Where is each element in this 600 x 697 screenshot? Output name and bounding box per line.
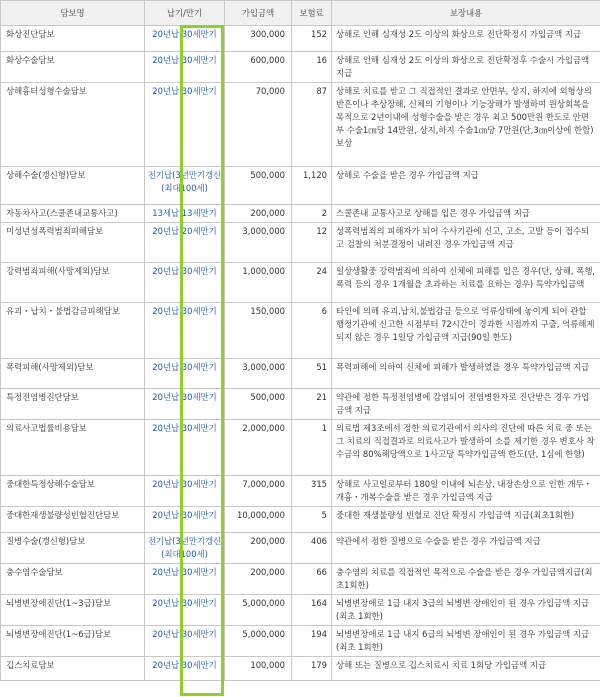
- cell-name: 중대한재생불량성빈혈진단담보: [1, 507, 145, 533]
- cell-name: 특정전염병진단담보: [1, 389, 145, 420]
- cell-name: 상해흉터성형수술담보: [1, 83, 145, 167]
- cell-desc: 일상생활중 강력범죄에 의하여 신체에 피해를 입은 경우(단, 상해, 폭행, 폭력 등의 경우 1개월을 초과하는 치료를 요하는 경우) 특약가입금액: [332, 263, 600, 303]
- cell-rate: 66: [292, 564, 332, 595]
- cell-period: 20년납 30세만기: [145, 26, 225, 52]
- cell-rate: 16: [292, 52, 332, 83]
- cell-desc: 상해로 인해 심재성 2도 이상의 화상으로 진단확정후 수술시 가입금액 지급: [332, 52, 600, 83]
- table-row: [1, 303, 600, 359]
- cell-name: 뇌병변장애진단(1~6급)담보: [1, 626, 145, 657]
- cell-name: 깁스치료담보: [1, 657, 145, 681]
- cell-amount: 7,000,000: [225, 476, 292, 507]
- table-row: [1, 507, 600, 533]
- cell-name: 화상수술담보: [1, 52, 145, 83]
- cell-rate: 1,120: [292, 167, 332, 205]
- cell-rate: 5: [292, 507, 332, 533]
- cell-rate: 194: [292, 626, 332, 657]
- header-desc: 보장내용: [332, 1, 600, 26]
- header-rate: 보험료: [292, 1, 332, 26]
- cell-period: 20년납 30세만기: [145, 83, 225, 167]
- cell-name: 의료사고법률비용담보: [1, 420, 145, 476]
- cell-desc: 상해로 인해 심재성 2도 이상의 화상으로 진단확정시 가입금액 지급: [332, 26, 600, 52]
- table-row: [1, 223, 600, 263]
- table-row: [1, 52, 600, 83]
- table-body: [1, 26, 600, 681]
- cell-period: 20년납 30세만기: [145, 359, 225, 389]
- cell-rate: 152: [292, 26, 332, 52]
- header-amount: 가입금액: [225, 1, 292, 26]
- cell-amount: 200,000: [225, 533, 292, 564]
- cell-rate: 21: [292, 389, 332, 420]
- cell-period: 13세납 13세만기: [145, 205, 225, 223]
- cell-desc: 상해로 사고일로부터 180일 이내에 뇌손상, 내장손상으로 인한 개두・개흉・개복수술을 받은 경우 가입금액 지급: [332, 476, 600, 507]
- cell-amount: 2,000,000: [225, 420, 292, 476]
- cell-period: 20년납 30세만기: [145, 263, 225, 303]
- cell-desc: 뇌병변장애로 1급 내지 3급의 뇌병변 장애인이 된 경우 가입금액 지급(최초 1회한): [332, 595, 600, 626]
- table-row: [1, 389, 600, 420]
- header-name: 담보명: [1, 1, 145, 26]
- cell-desc: 성폭력범죄의 피해자가 되어 수사기관에 신고, 고소, 고발 등이 접수되고 검찰의 처분결정이 내려진 경우 가입금액 지급: [332, 223, 600, 263]
- cell-period: 20년납 30세만기: [145, 52, 225, 83]
- cell-name: 유괴・납치・불법감금피해담보: [1, 303, 145, 359]
- cell-desc: 뇌병변장애로 1급 내지 6급의 뇌병변 장애인이 된 경우 가입금액 지급(최초 1회한): [332, 626, 600, 657]
- cell-desc: 충수염의 치료를 직접적인 목적으로 수술을 받은 경우 가입금액지급(최초1회한): [332, 564, 600, 595]
- cell-desc: 상해 또는 질병으로 깁스치료시 치료 1회당 가입금액 지급: [332, 657, 600, 681]
- cell-period: 20년납 30세만기: [145, 303, 225, 359]
- cell-desc: 상해로 수술을 받은 경우 가입금액 지급: [332, 167, 600, 205]
- cell-rate: 6: [292, 303, 332, 359]
- cell-name: 미성년성폭력범죄피해담보: [1, 223, 145, 263]
- cell-desc: 폭력피해에 의하여 신체에 피해가 발생하였을 경우 특약가입금액 지급: [332, 359, 600, 389]
- cell-desc: 타인에 의해 유괴,납치,불법감금 등으로 억류상태에 놓이게 되어 관할 행정기관에 신고한 시점부터 72시간이 경과한 시점까지 구출, 억류해제되지 않은 경우 1일당 가입금액 지급(90일 한도): [332, 303, 600, 359]
- cell-desc: 의료법 제3조에서 정한 의료기관에서 의사의 진단에 따른 치료 중 또는 그 치료의 직접결과로 의료사고가 발생하여 소를 제기한 경우 변호사 착수금의 80%해당액으로 1사고당 특약가입금액 한도(단, 1심에 한함): [332, 420, 600, 476]
- cell-period: 20년납 30세만기: [145, 476, 225, 507]
- cell-period: 20년납 20세만기: [145, 223, 225, 263]
- cell-amount: 5,000,000: [225, 595, 292, 626]
- cell-name: 질병수술(갱신형)담보: [1, 533, 145, 564]
- cell-amount: 500,000: [225, 389, 292, 420]
- table-row: [1, 26, 600, 52]
- cell-period: 20년납 30세만기: [145, 507, 225, 533]
- table-row: [1, 205, 600, 223]
- table-row: [1, 657, 600, 681]
- cell-rate: 179: [292, 657, 332, 681]
- cell-rate: 406: [292, 533, 332, 564]
- cell-period: 20년납 30세만기: [145, 420, 225, 476]
- cell-amount: 300,000: [225, 26, 292, 52]
- cell-amount: 100,000: [225, 657, 292, 681]
- cell-amount: 600,000: [225, 52, 292, 83]
- cell-period: 20년납 30세만기: [145, 389, 225, 420]
- cell-rate: 2: [292, 205, 332, 223]
- table-row: [1, 359, 600, 389]
- cell-period: 20년납 30세만기: [145, 564, 225, 595]
- cell-period: 전기납(3년만기갱신(최대100세): [145, 533, 225, 564]
- table-row: [1, 626, 600, 657]
- cell-desc: 약관에서 정한 질병으로 수술을 받은 경우 가입금액 지급: [332, 533, 600, 564]
- cell-desc: 스쿨존내 교통사고로 상해를 입은 경우 가입금액 지급: [332, 205, 600, 223]
- cell-period: 20년납 30세만기: [145, 657, 225, 681]
- cell-name: 충수염수술담보: [1, 564, 145, 595]
- cell-period: 전기납(3년만기갱신(최대100세): [145, 167, 225, 205]
- cell-name: 중대한특정상해수술담보: [1, 476, 145, 507]
- cell-rate: 51: [292, 359, 332, 389]
- cell-rate: 87: [292, 83, 332, 167]
- header-period: 납기/만기: [145, 1, 225, 26]
- table-row: [1, 564, 600, 595]
- table-row: [1, 595, 600, 626]
- cell-amount: 70,000: [225, 83, 292, 167]
- table-row: [1, 263, 600, 303]
- cell-amount: 3,000,000: [225, 359, 292, 389]
- cell-rate: 24: [292, 263, 332, 303]
- cell-rate: 315: [292, 476, 332, 507]
- cell-amount: 200,000: [225, 564, 292, 595]
- table-row: [1, 533, 600, 564]
- cell-period: 20년납 30세만기: [145, 626, 225, 657]
- cell-amount: 3,000,000: [225, 223, 292, 263]
- cell-rate: 164: [292, 595, 332, 626]
- cell-desc: 중대한 재생불량성 빈혈로 진단 확정시 가입금액 지급(최초1회한): [332, 507, 600, 533]
- cell-amount: 500,000: [225, 167, 292, 205]
- cell-name: 자동차사고(스쿨존내교통사고): [1, 205, 145, 223]
- cell-name: 강력범죄피해(사망제외)담보: [1, 263, 145, 303]
- cell-rate: 12: [292, 223, 332, 263]
- table-row: [1, 420, 600, 476]
- table-row: [1, 167, 600, 205]
- cell-name: 폭력피해(사망제외)담보: [1, 359, 145, 389]
- table-header-row: [1, 1, 600, 26]
- cell-name: 상해수술(갱신형)담보: [1, 167, 145, 205]
- table-row: [1, 476, 600, 507]
- cell-name: 뇌병변장애진단(1~3급)담보: [1, 595, 145, 626]
- cell-amount: 150,000: [225, 303, 292, 359]
- cell-amount: 10,000,000: [225, 507, 292, 533]
- cell-amount: 5,000,000: [225, 626, 292, 657]
- cell-desc: 약관에 정한 특정전염병에 감염되어 전염병환자로 진단받은 경우 가입금액 지급: [332, 389, 600, 420]
- cell-desc: 상해로 치료를 받고 그 직접적인 결과로 안면부, 상지, 하지에 외형상의 반흔이나 추상장해, 신체의 기형이나 기능장해가 발생하여 원상회복을 목적으로 2년이내에 성형수술을 받은 경우 최고 500만원 한도로 안면부 수술1㎝당 14만원, 상지,하지 수술1㎝당 7만원(단,3㎝이상에 한함) 보상: [332, 83, 600, 167]
- cell-period: 20년납 30세만기: [145, 595, 225, 626]
- cell-rate: 1: [292, 420, 332, 476]
- cell-name: 화상진단담보: [1, 26, 145, 52]
- table-row: [1, 83, 600, 167]
- cell-amount: 200,000: [225, 205, 292, 223]
- cell-amount: 1,000,000: [225, 263, 292, 303]
